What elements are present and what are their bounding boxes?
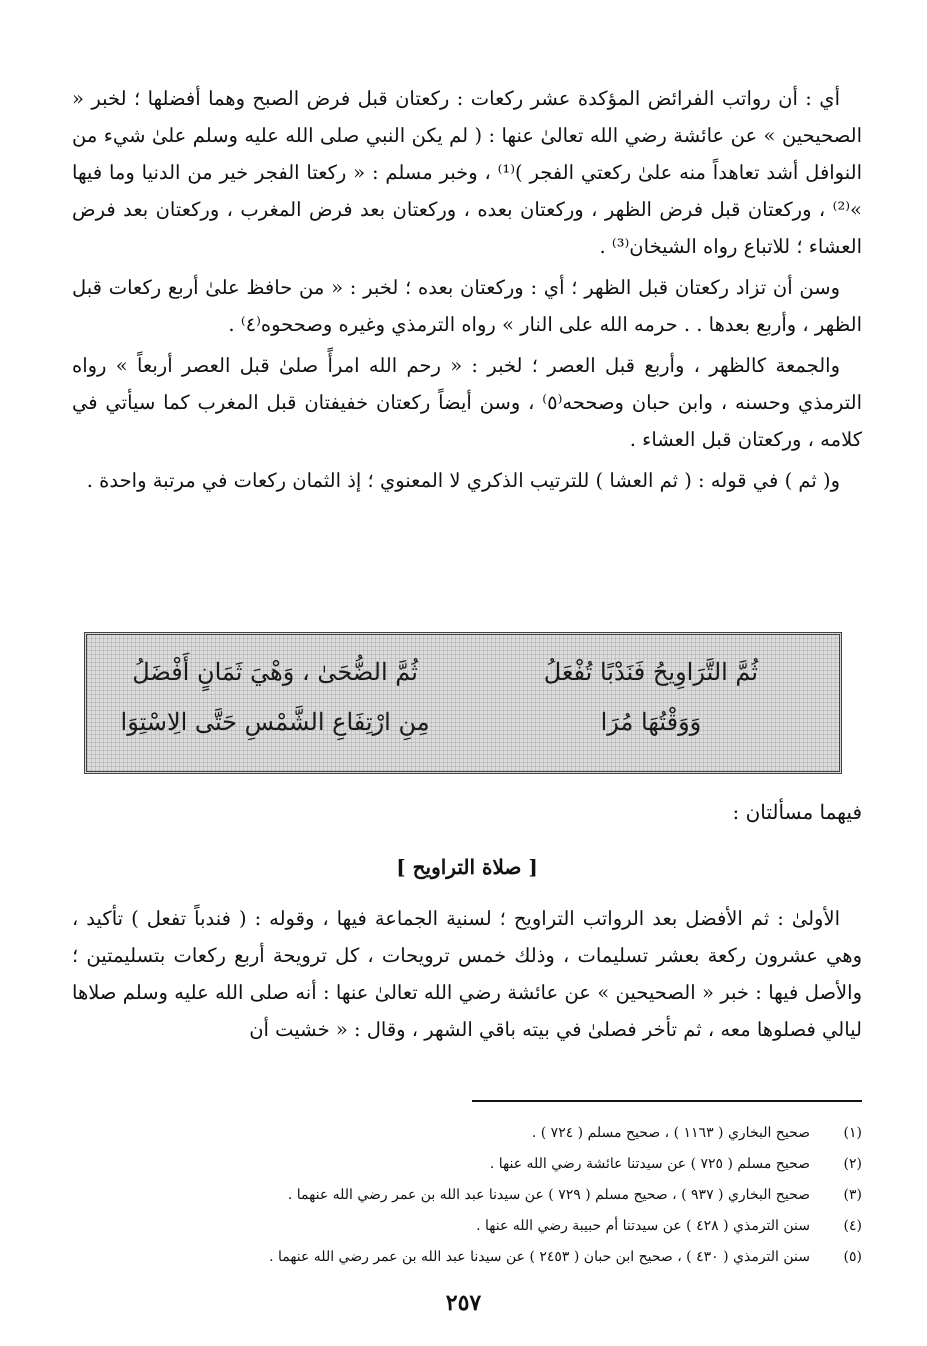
footnote-5 [72, 1242, 862, 1273]
paragraph-1: أي : أن رواتب الفرائض المؤكدة عشر ركعات : ركعتان قبل فرض الصبح وهما أفضلها ؛ لخبر « الصحيحين » عن عائشة رضي الله تعالىٰ عنها : ( لم يكن النبي صلى الله عليه وسلم علىٰ شيء من النوافل أشد تعاهداً منه علىٰ ركعتي الفجر )⁽¹⁾ ، وخبر مسلم : « ركعتا الفجر خير من الدنيا وما فيها »⁽²⁾ ، وركعتان قبل فرض الظهر ، وركعتان بعده ، وركعتان بعد فرض المغرب ، وركعتان بعد فرض العشاء ؛ للاتباع رواه الشيخان⁽³⁾ . [72, 87, 862, 258]
footnote-text: صحيح البخاري ( ٩٣٧ ) ، صحيح مسلم ( ٧٢٩ ) عن سيدنا عبد الله بن عمر رضي الله عنهما . [287, 1187, 810, 1203]
paragraph-5: الأولىٰ : ثم الأفضل بعد الرواتب التراويح ؛ لسنية الجماعة فيها ، وقوله : ( فندباً تفعل ) تأكيد ، وهي عشرون ركعة بعشر تسليمات ، وذلك خمس ترويحات ، كل ترويحة أربع ركعات بتسليمتين ؛ والأصل فيها : خبر « الصحيحين » عن عائشة رضي الله تعالىٰ عنها : أنه صلى الله عليه وسلم صلاها ليالي فصلوها معه ، ثم تأخر فصلىٰ في بيته باقي الشهر ، وقال : « خشيت أن [72, 907, 862, 1041]
footnote-text: سنن الترمذي ( ٤٢٨ ) عن سيدتنا أم حبيبة رضي الله عنها . [476, 1218, 810, 1234]
verse-line-2 [115, 697, 811, 747]
verse-1-first-hemistich: ثُمَّ التَّرَاوِيحُ فَنَدْبًا تُفْعَلُ [543, 658, 759, 686]
footnote-separator [472, 1100, 862, 1102]
intro-line: فيهما مسألتان : [732, 800, 862, 824]
footnote-2 [72, 1149, 862, 1180]
footnote-4 [72, 1211, 862, 1242]
footnote-text: سنن الترمذي ( ٤٣٠ ) ، صحيح ابن حبان ( ٢٤٥٣ ) عن سيدنا عبد الله بن عمر رضي الله عنهما . [269, 1249, 810, 1265]
footnote-3 [72, 1180, 862, 1211]
verse-2-second-hemistich: مِنِ ارْتِفَاعِ الشَّمْسِ حَتَّى الِاسْتِوَا [120, 708, 430, 736]
footnote-1 [72, 1118, 862, 1149]
paragraph-2: وسن أن تزاد ركعتان قبل الظهر ؛ أي : وركعتان بعده ؛ لخبر : « من حافظ علىٰ أربع ركعات قبل الظهر ، وأربع بعدها . . حرمه الله على النار » رواه الترمذي وغيره وصححوه⁽٤⁾ . [72, 276, 862, 336]
main-text-top [72, 80, 862, 499]
footnote-text: صحيح مسلم ( ٧٢٥ ) عن سيدتنا عائشة رضي الله عنها . [489, 1156, 810, 1172]
footnotes [72, 1118, 862, 1273]
verse-1-second-hemistich: ثُمَّ الضُّحَىٰ ، وَهْيَ ثَمَانٍ أَفْضَلُ [132, 658, 418, 686]
footnote-number: (٤) [843, 1218, 862, 1234]
footnote-number: (١) [843, 1125, 862, 1141]
footnote-text: صحيح البخاري ( ١١٦٣ ) ، صحيح مسلم ( ٧٢٤ ) . [531, 1125, 810, 1141]
verse-2-first-hemistich: وَوَقْتُهَا مُرَا [600, 708, 702, 736]
paragraph-3: والجمعة كالظهر ، وأربع قبل العصر ؛ لخبر : « رحم الله امرأً صلىٰ قبل العصر أربعاً » رواه الترمذي وحسنه ، وابن حبان وصححه⁽٥⁾ ، وسن أيضاً ركعتان خفيفتان قبل المغرب كما سيأتي في كلامه ، وركعتان قبل العشاء . [72, 354, 862, 451]
footnote-number: (٥) [843, 1249, 862, 1265]
section-heading: [ صلاة التراويح ] [396, 855, 538, 879]
verse-line-1 [115, 647, 811, 697]
footnote-number: (٢) [843, 1156, 862, 1172]
paragraph-4: و( ثم ) في قوله : ( ثم العشا ) للترتيب الذكري لا المعنوي ؛ إذ الثمان ركعات في مرتبة واحدة . [86, 469, 840, 492]
main-text-bottom [72, 900, 862, 1048]
poem-verse-box [84, 632, 842, 774]
page-number: ٢٥٧ [445, 1290, 482, 1316]
footnote-number: (٣) [843, 1187, 862, 1203]
